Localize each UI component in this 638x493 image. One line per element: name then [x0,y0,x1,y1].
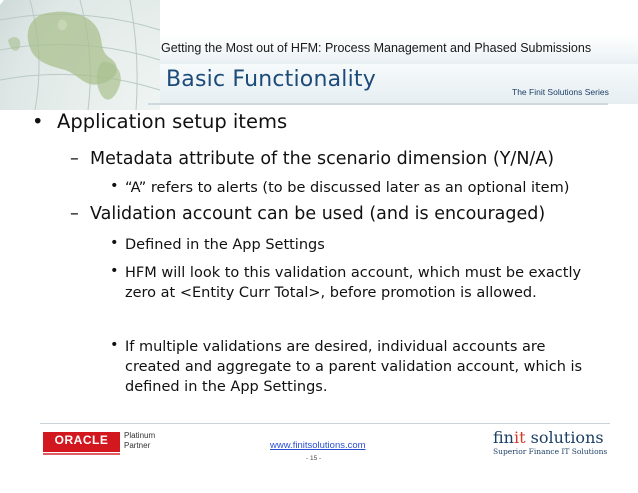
bullet-text: Metadata attribute of the scenario dimension (Y/N/A) [90,149,555,169]
bullet-text: Validation account can be used (and is encouraged) [90,204,546,224]
bullet-dash: – [70,149,79,169]
bullet-dash: – [70,204,79,224]
presentation-subtitle: Getting the Most out of HFM: Process Management and Phased Submissions [161,41,592,55]
finit-logo-accent: it [513,428,526,447]
partner-line1: Platinum [124,431,156,440]
oracle-logo-stripe [43,453,120,455]
globe-icon [0,0,160,110]
bullet-text: HFM will look to this validation account, which must be exactly zero at <Entity Curr Total>, before promotion is allowed. [125,265,582,301]
page-number: - 15 - [306,455,322,462]
bullet-dot: • [32,110,44,133]
slide-title: Basic Functionality [166,67,376,92]
website-link[interactable]: www.finitsolutions.com [270,440,366,451]
bullet-dot: • [110,337,119,353]
bullet-text: Defined in the App Settings [125,237,325,253]
bullet-text: If multiple validations are desired, individual accounts are created and aggregate to a parent validation account, which is defined in the App Settings. [125,339,583,395]
bullet-dot: • [110,235,119,251]
slide-header [0,0,638,110]
oracle-logo-stripe [43,449,120,452]
bullet-text: “A” refers to alerts (to be discussed later as an optional item) [125,180,570,196]
finit-logo [493,428,604,447]
partner-label [124,431,155,451]
partner-line2: Partner [124,441,151,450]
bullet-dot: • [110,263,119,279]
oracle-logo: ORACLE [43,432,120,449]
header-divider [148,103,608,105]
bullet-dot: • [110,178,119,194]
finit-tagline: Superior Finance IT Solutions [493,447,608,456]
finit-logo-part: fin [493,428,514,447]
finit-logo-part: solutions [525,428,604,447]
series-label: The Finit Solutions Series [512,87,609,97]
footer-divider [40,423,610,424]
bullet-text: Application setup items [57,110,288,133]
